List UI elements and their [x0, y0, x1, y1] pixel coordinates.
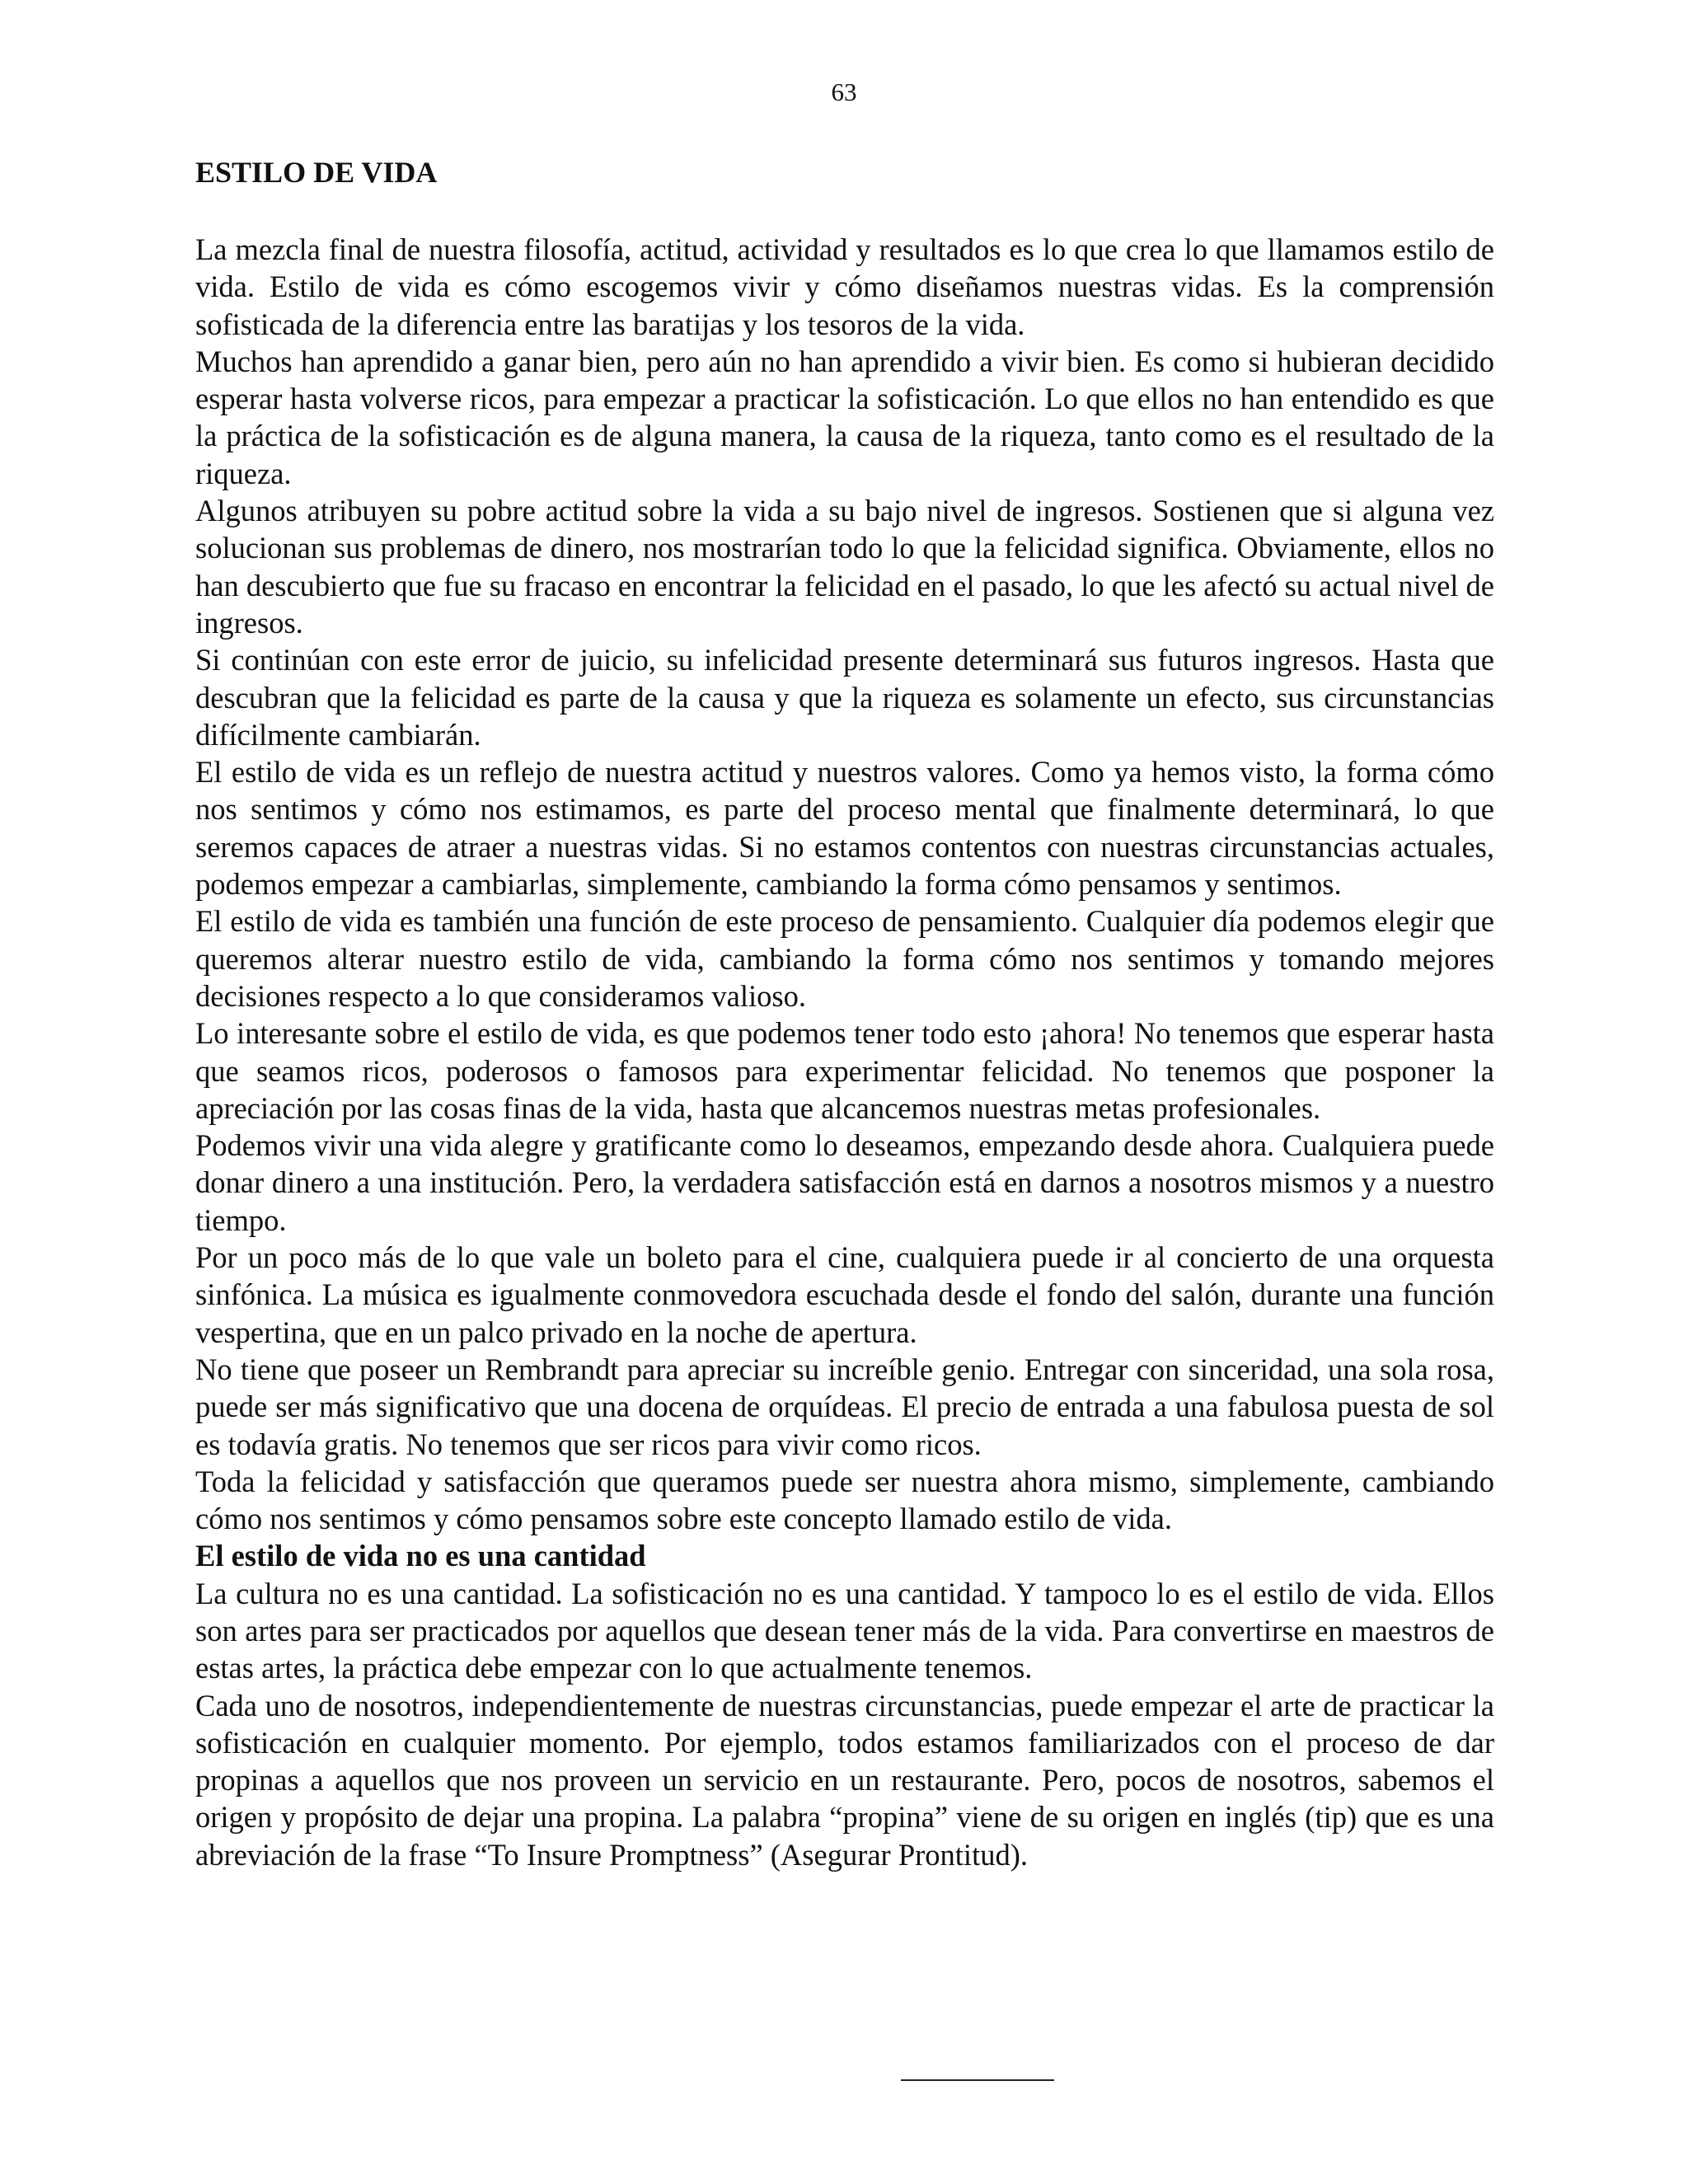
- paragraph: Podemos vivir una vida alegre y gratificante como lo deseamos, empezando desde ahora. Cualquiera puede donar dinero a una institución. Pero, la verdadera satisfacción está en darnos a nosotros mismos y a nuestro tiempo.: [195, 1128, 1494, 1237]
- page-number: 63: [831, 77, 857, 106]
- paragraph: La mezcla final de nuestra filosofía, actitud, actividad y resultados es lo que crea lo que llamamos estilo de vida. Estilo de vida es cómo escogemos vivir y cómo diseñamos nuestras vidas. Es la comprensión sofisticada de la diferencia entre las baratijas y los tesoros de la vida.: [195, 232, 1494, 341]
- paragraph: El estilo de vida es también una función de este proceso de pensamiento. Cualquier día podemos elegir que queremos alterar nuestro estilo de vida, cambiando la forma cómo nos sentimos y tomando mejores decisiones respecto a lo que consideramos valioso.: [195, 904, 1494, 1013]
- paragraph: No tiene que poseer un Rembrandt para apreciar su increíble genio. Entregar con sinceridad, una sola rosa, puede ser más significativo que una docena de orquídeas. El precio de entrada a una fabulosa puesta de sol es todavía gratis. No tenemos que ser ricos para vivir como ricos.: [195, 1352, 1494, 1461]
- subheading: El estilo de vida no es una cantidad: [195, 1539, 646, 1573]
- paragraph: La cultura no es una cantidad. La sofisticación no es una cantidad. Y tampoco lo es el estilo de vida. Ellos son artes para ser practicados por aquellos que desean tener más de la vida. Para convertirse en maestros de estas artes, la práctica debe empezar con lo que actualmente tenemos.: [195, 1576, 1494, 1685]
- paragraph: Algunos atribuyen su pobre actitud sobre la vida a su bajo nivel de ingresos. Sostienen que si alguna vez solucionan sus problemas de dinero, nos mostrarían todo lo que la felicidad significa. Obviamente, ellos no han descubierto que fue su fracaso en encontrar la felicidad en el pasado, lo que les afectó su actual nivel de ingresos.: [195, 494, 1494, 640]
- paragraph: El estilo de vida es un reflejo de nuestra actitud y nuestros valores. Como ya hemos visto, la forma cómo nos sentimos y cómo nos estimamos, es parte del proceso mental que finalmente determinará, lo que seremos capaces de atraer a nuestras vidas. Si no estamos contentos con nuestras circunstancias actuales, podemos empezar a cambiarlas, simplemente, cambiando la forma cómo pensamos y sentimos.: [195, 755, 1494, 902]
- paragraph: Si continúan con este error de juicio, su infelicidad presente determinará sus futuros ingresos. Hasta que descubran que la felicidad es parte de la causa y que la riqueza es solamente un efecto, sus circunstancias difícilmente cambiarán.: [195, 643, 1494, 752]
- paragraph: Cada uno de nosotros, independientemente de nuestras circunstancias, puede empezar el arte de practicar la sofisticación en cualquier momento. Por ejemplo, todos estamos familiarizados con el proceso de dar propinas a aquellos que nos proveen un servicio en un restaurante. Pero, pocos de nosotros, sabemos el origen y propósito de dejar una propina. La palabra “propina” viene de su origen en inglés (tip) que es una abreviación de la frase “To Insure Promptness” (Asegurar Prontitud).: [195, 1688, 1494, 1872]
- paragraph: Muchos han aprendido a ganar bien, pero aún no han aprendido a vivir bien. Es como si hubieran decidido esperar hasta volverse ricos, para empezar a practicar la sofisticación. Lo que ellos no han entendido es que la práctica de la sofisticación es de alguna manera, la causa de la riqueza, tanto como es el resultado de la riqueza.: [195, 344, 1494, 490]
- paragraph: Lo interesante sobre el estilo de vida, es que podemos tener todo esto ¡ahora! No tenemos que esperar hasta que seamos ricos, poderosos o famosos para experimentar felicidad. No tenemos que posponer la apreciación por las cosas finas de la vida, hasta que alcancemos nuestras metas profesionales.: [195, 1016, 1494, 1125]
- paragraph: Toda la felicidad y satisfacción que queramos puede ser nuestra ahora mismo, simplemente, cambiando cómo nos sentimos y cómo pensamos sobre este concepto llamado estilo de vida.: [195, 1464, 1494, 1536]
- footnote-separator: [901, 2079, 1054, 2081]
- paragraph: Por un poco más de lo que vale un boleto para el cine, cualquiera puede ir al concierto de una orquesta sinfónica. La música es igualmente conmovedora escuchada desde el fondo del salón, durante una función vespertina, que en un palco privado en la noche de apertura.: [195, 1240, 1494, 1349]
- page-content: [195, 153, 1494, 1873]
- section-title: ESTILO DE VIDA: [195, 156, 438, 189]
